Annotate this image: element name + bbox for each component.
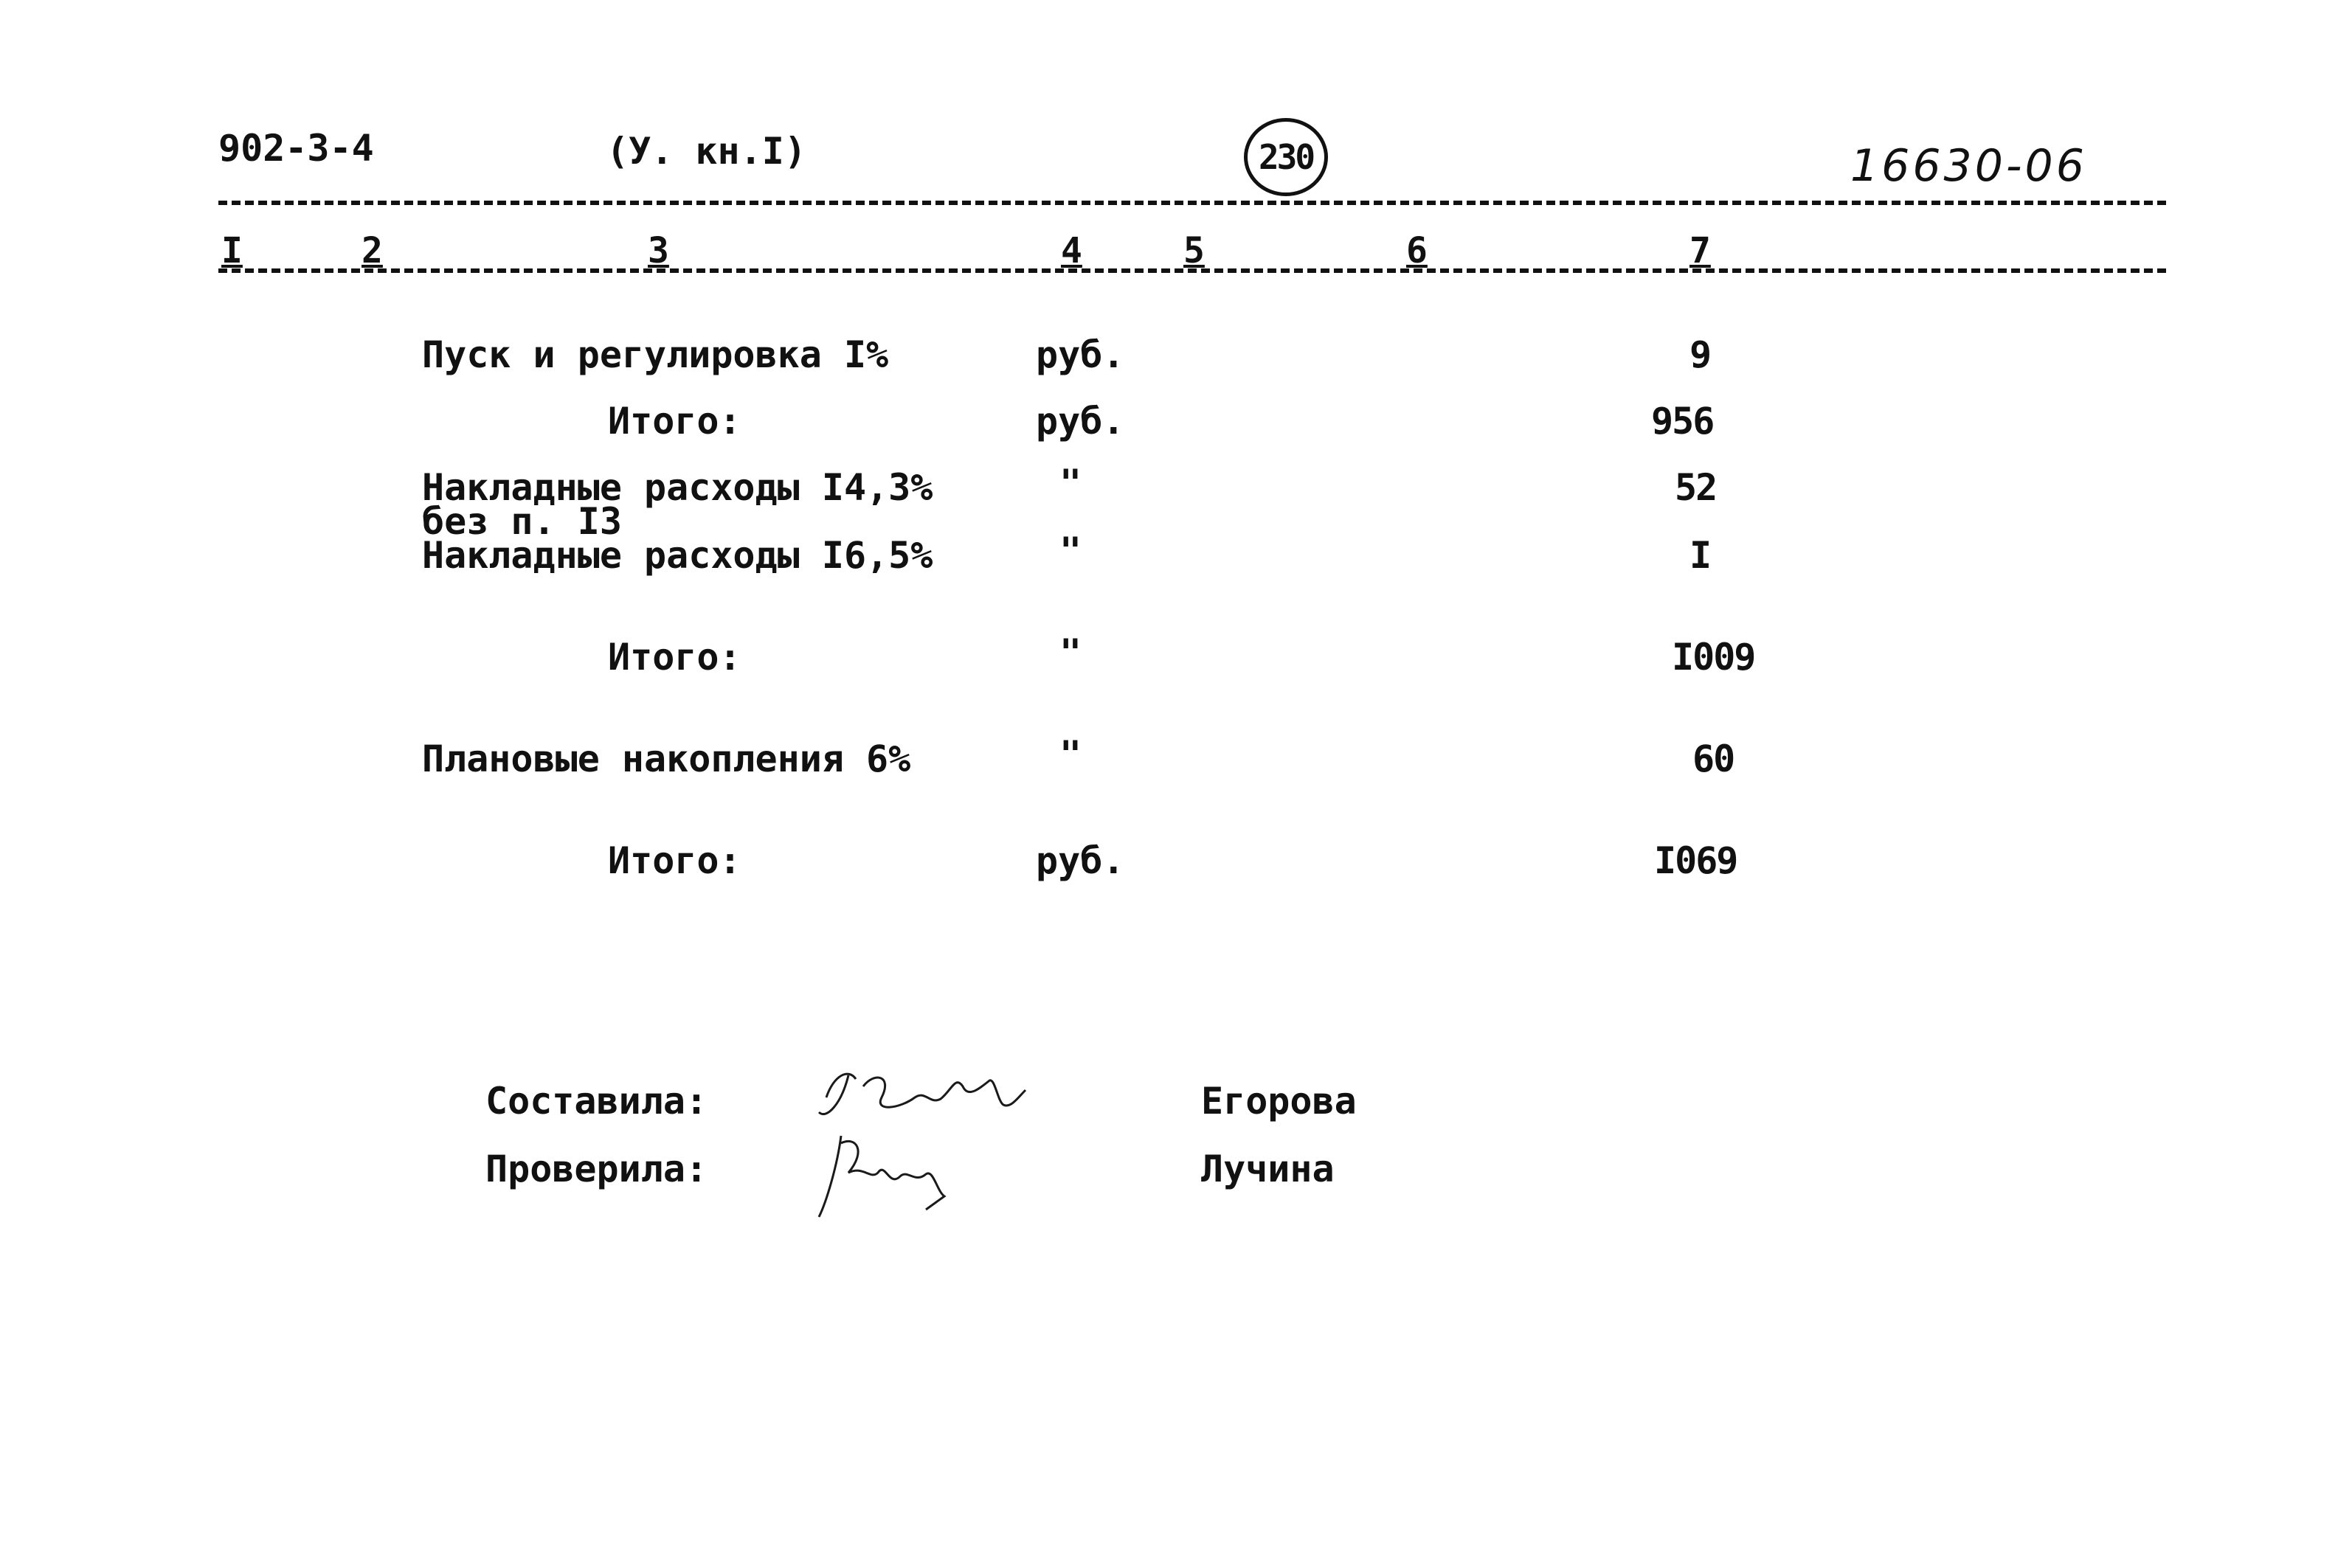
checked-signature-icon xyxy=(797,1128,1033,1224)
document-number: 16630-06 xyxy=(1850,140,2087,192)
row-label: Накладные расходы I4,3% xyxy=(422,466,933,509)
column-header-divider xyxy=(218,268,2166,273)
book-reference: (У. кн.I) xyxy=(606,130,806,173)
column-number-7: 7 xyxy=(1689,230,1711,271)
document-code: 902-3-4 xyxy=(218,127,374,170)
row-label: Итого: xyxy=(608,400,741,443)
row-label: без п. I3 xyxy=(422,500,622,543)
column-number-1: I xyxy=(221,230,243,271)
row-unit: " xyxy=(1059,733,1082,776)
row-value: 52 xyxy=(1675,466,1717,509)
row-label: Плановые накопления 6% xyxy=(422,738,911,780)
row-value: I009 xyxy=(1672,636,1755,679)
row-label: Итого: xyxy=(608,839,741,882)
column-number-2: 2 xyxy=(362,230,383,271)
column-number-5: 5 xyxy=(1183,230,1205,271)
checked-by-label: Проверила: xyxy=(485,1148,708,1190)
row-unit: " xyxy=(1059,462,1082,504)
compiled-signature-icon xyxy=(804,1046,1040,1142)
row-unit: руб. xyxy=(1036,333,1125,376)
row-value: 9 xyxy=(1689,333,1711,376)
row-value: 60 xyxy=(1692,738,1734,780)
row-label: Накладные расходы I6,5% xyxy=(422,534,933,577)
row-label: Итого: xyxy=(608,636,741,679)
row-unit: " xyxy=(1059,530,1082,572)
row-unit: руб. xyxy=(1036,400,1125,443)
page-number: 230 xyxy=(1258,137,1314,177)
row-unit: " xyxy=(1059,631,1082,674)
header-divider xyxy=(218,201,2166,205)
compiled-by-label: Составила: xyxy=(485,1080,708,1123)
row-label: Пуск и регулировка I% xyxy=(422,333,889,376)
checked-by-name: Лучина xyxy=(1201,1148,1335,1190)
compiled-by-name: Егорова xyxy=(1201,1080,1357,1123)
row-unit: руб. xyxy=(1036,839,1125,882)
row-value: I xyxy=(1689,534,1711,577)
column-number-6: 6 xyxy=(1406,230,1428,271)
row-value: I069 xyxy=(1654,839,1737,882)
row-value: 956 xyxy=(1651,400,1714,443)
column-number-4: 4 xyxy=(1061,230,1082,271)
column-number-3: 3 xyxy=(648,230,669,271)
page-number-stamp xyxy=(1244,118,1328,196)
